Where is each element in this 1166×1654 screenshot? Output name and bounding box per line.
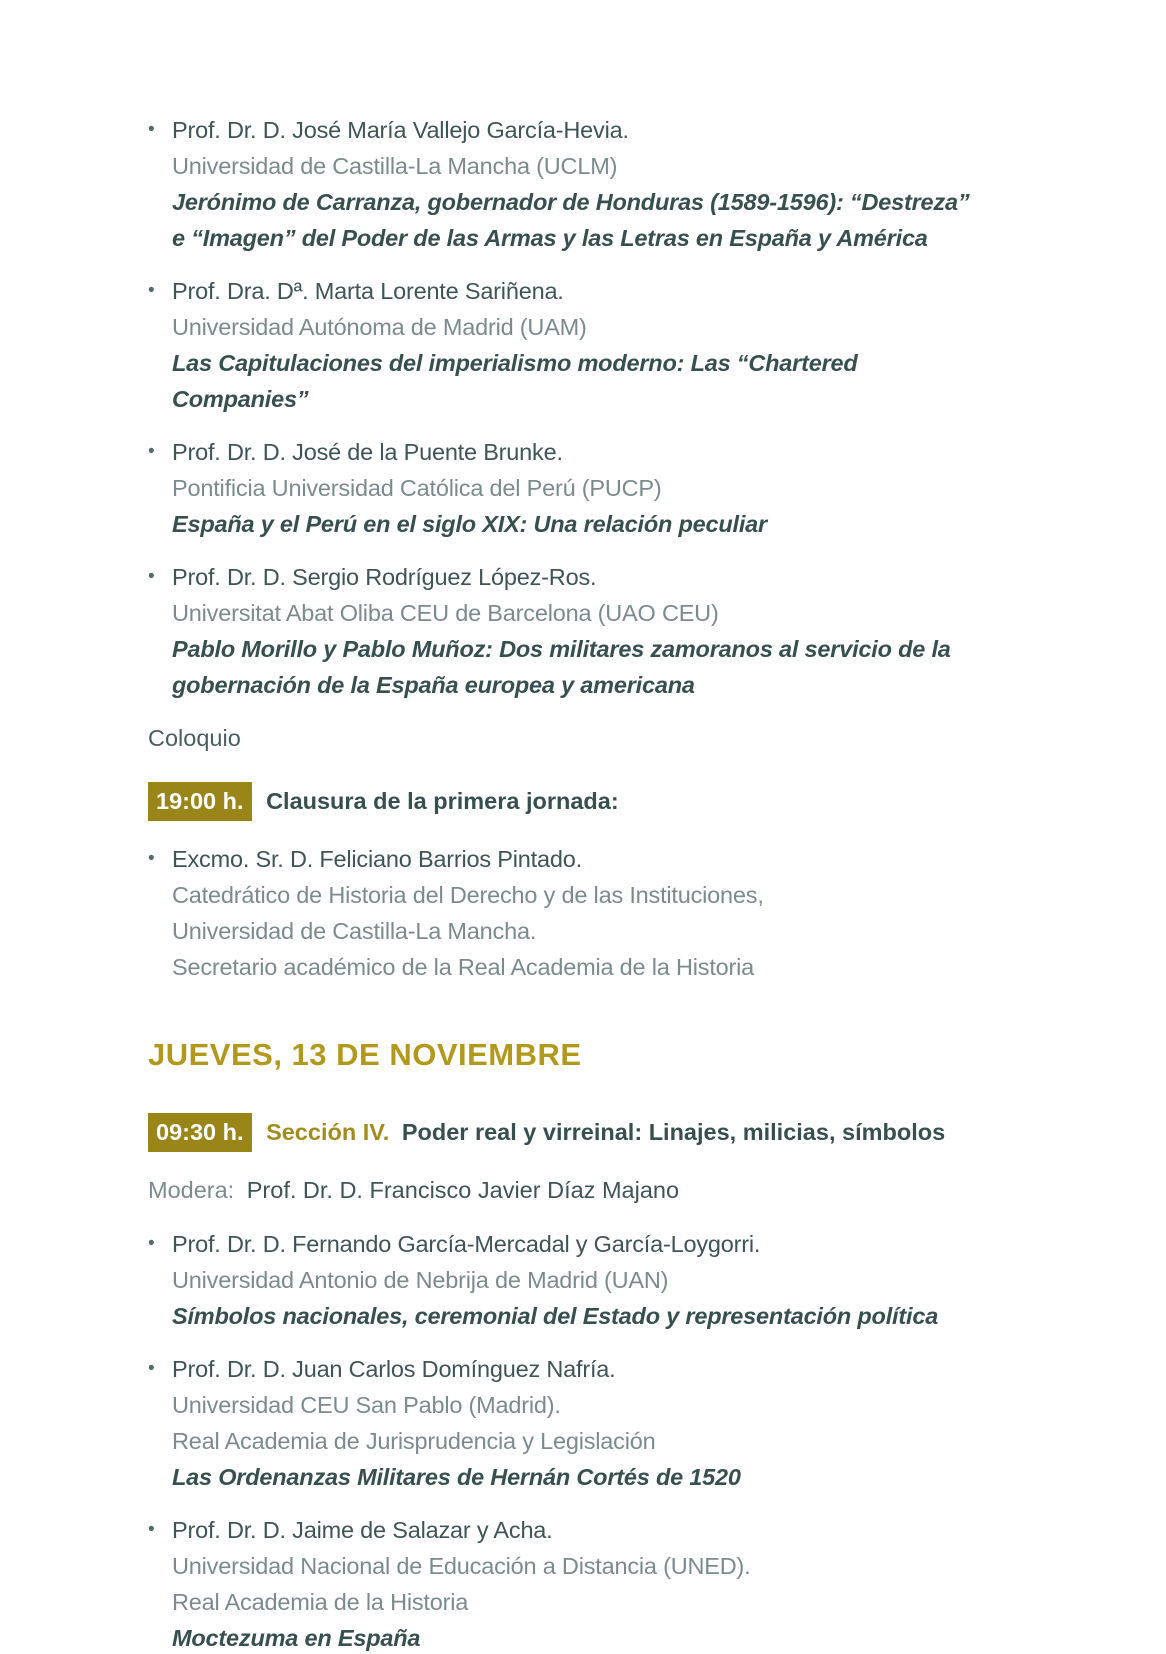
speaker-affiliation: Real Academia de la Historia [172, 1589, 469, 1615]
closing-title: Clausura de la primera jornada: [266, 788, 619, 814]
speaker-affiliation: Real Academia de Jurisprudencia y Legislación [172, 1428, 656, 1454]
speaker-name: Prof. Dr. D. José de la Puente Brunke. [172, 439, 563, 465]
bullet-icon: • [148, 566, 155, 587]
speaker-affiliation: Universidad Nacional de Educación a Distancia (UNED). [172, 1553, 751, 1579]
speaker-entry [148, 1226, 1008, 1334]
coloquio-line: Coloquio [148, 725, 241, 751]
bullet-icon: • [148, 1519, 155, 1540]
speaker-affiliation: Pontificia Universidad Católica del Perú (PUCP) [172, 475, 662, 501]
speaker-affiliation: Universidad CEU San Pablo (Madrid). [172, 1392, 561, 1418]
speaker-affiliation: Universidad de Castilla-La Mancha. [172, 918, 537, 944]
speaker-entry [148, 559, 1008, 703]
time-badge: 09:30 h. [148, 1113, 252, 1152]
speaker-name: Prof. Dr. D. Jaime de Salazar y Acha. [172, 1517, 553, 1543]
section-label: Sección IV. [266, 1119, 390, 1145]
speaker-entry [148, 1512, 1008, 1654]
speaker-affiliation: Universitat Abat Oliba CEU de Barcelona (UAO CEU) [172, 600, 719, 626]
speaker-affiliation: Universidad Autónoma de Madrid (UAM) [172, 314, 587, 340]
speaker-name: Prof. Dr. D. Sergio Rodríguez López-Ros. [172, 564, 597, 590]
speaker-entry [148, 1351, 1008, 1495]
speaker-affiliation: Catedrático de Historia del Derecho y de las Instituciones, [172, 882, 764, 908]
speaker-affiliation: Secretario académico de la Real Academia de la Historia [172, 954, 755, 980]
speaker-name: Prof. Dr. D. José María Vallejo García-Hevia. [172, 117, 629, 143]
paper-title: Símbolos nacionales, ceremonial del Estado y representación política [172, 1303, 939, 1329]
speaker-entry [148, 112, 1008, 256]
session-heading [148, 1113, 1008, 1152]
paper-title: Jerónimo de Carranza, gobernador de Honduras (1589-1596): “Destreza” e “Imagen” del Poder de las Armas y las Letras en España y América [172, 189, 970, 251]
moderator-name: Prof. Dr. D. Francisco Javier Díaz Majano [246, 1177, 680, 1203]
section-title: Poder real y virreinal: Linajes, milicias, símbolos [401, 1119, 946, 1145]
day-header: JUEVES, 13 DE NOVIEMBRE [148, 1037, 582, 1072]
closing-heading [148, 782, 1008, 821]
bullet-icon: • [148, 119, 155, 140]
paper-title: Moctezuma en España [172, 1625, 421, 1651]
bullet-icon: • [148, 1358, 155, 1379]
paper-title: Pablo Morillo y Pablo Muñoz: Dos militares zamoranos al servicio de la gobernación de la España europea y americana [172, 636, 951, 698]
speaker-name: Prof. Dra. Dª. Marta Lorente Sariñena. [172, 278, 564, 304]
speaker-entry [148, 273, 1008, 417]
bullet-icon: • [148, 848, 155, 869]
speaker-entry [148, 434, 1008, 542]
moderator-label: Modera: [148, 1177, 235, 1203]
speaker-name: Prof. Dr. D. Fernando García-Mercadal y García-Loygorri. [172, 1231, 761, 1257]
bullet-icon: • [148, 1233, 155, 1254]
paper-title: Las Ordenanzas Militares de Hernán Cortés de 1520 [172, 1464, 741, 1490]
bullet-icon: • [148, 280, 155, 301]
moderator-line [148, 1172, 1008, 1208]
time-badge: 19:00 h. [148, 782, 252, 821]
speaker-affiliation: Universidad Antonio de Nebrija de Madrid (UAN) [172, 1267, 669, 1293]
speaker-entry [148, 841, 1008, 985]
speaker-name: Prof. Dr. D. Juan Carlos Domínguez Nafría. [172, 1356, 616, 1382]
paper-title: Las Capitulaciones del imperialismo moderno: Las “Chartered Companies” [172, 350, 858, 412]
paper-title: España y el Perú en el siglo XIX: Una relación peculiar [172, 511, 767, 537]
speaker-name: Excmo. Sr. D. Feliciano Barrios Pintado. [172, 846, 582, 872]
speaker-affiliation: Universidad de Castilla-La Mancha (UCLM) [172, 153, 618, 179]
bullet-icon: • [148, 441, 155, 462]
program-content [148, 112, 1008, 1654]
